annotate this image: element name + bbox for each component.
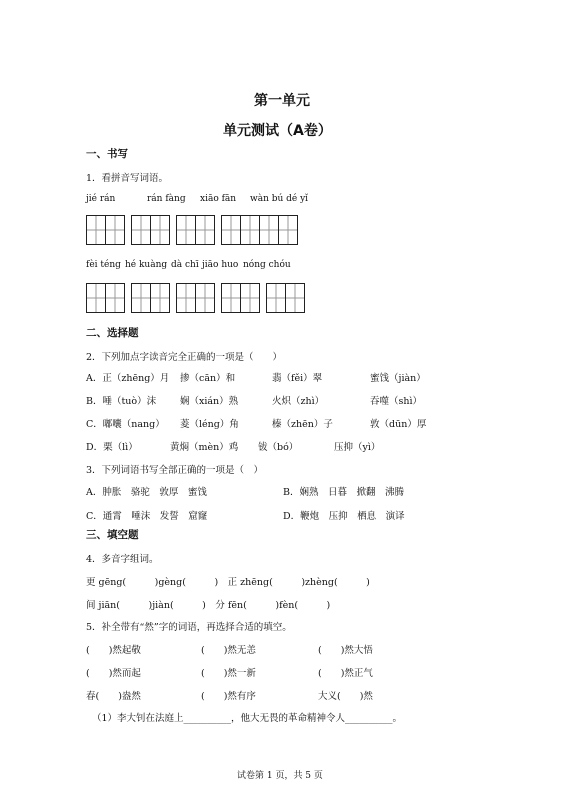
- writing-grid-row-2: [86, 283, 305, 313]
- q2-option-a-2: 掺（cān）和: [180, 373, 236, 384]
- q3-option-b: B．娴熟 日暮 掀翻 沸腾: [283, 487, 404, 498]
- answer-box[interactable]: [176, 215, 215, 245]
- answer-box[interactable]: [86, 283, 125, 313]
- section-heading-writing: 一、书写: [86, 148, 128, 160]
- q5-subquestion-1: （1）李大钊在法庭上__________，他大无畏的革命精神令人__________。: [92, 713, 403, 724]
- q2-option-a-1: A．正（zhēng）月: [86, 373, 170, 384]
- q5-item: 大义( )然: [318, 691, 373, 702]
- pinyin-8: jiāo huo: [202, 260, 239, 270]
- q5-item: ( )然一新: [201, 668, 256, 679]
- q4-line-2: 间 jiān( )jiàn( ) 分 fēn( )fèn( ): [86, 600, 331, 611]
- q5-item: ( )然无恙: [201, 645, 256, 656]
- q2-option-a-3: 翡（fěi）翠: [272, 373, 323, 384]
- q2-option-b-3: 火炽（zhì）: [272, 396, 325, 407]
- answer-box[interactable]: [176, 283, 215, 313]
- pinyin-1: jié rán: [86, 194, 116, 204]
- section-heading-fill: 三、填空题: [86, 529, 139, 541]
- section-heading-choice: 二、选择题: [86, 327, 139, 339]
- q2-option-c-1: C．嘟囔（nang）: [86, 419, 165, 430]
- unit-title: 第一单元: [254, 93, 310, 109]
- answer-box[interactable]: [131, 215, 170, 245]
- q2-option-b-1: B．唾（tuò）沫: [86, 396, 157, 407]
- pinyin-4: wàn bú dé yǐ: [250, 194, 309, 204]
- answer-box[interactable]: [131, 283, 170, 313]
- pinyin-3: xiāo fān: [200, 194, 237, 204]
- question-3: 3．下列词语书写全部正确的一项是（ ）: [86, 465, 264, 476]
- q5-item: ( )然起敬: [86, 645, 141, 656]
- q4-line-1: 更 gēng( )gèng( ) 正 zhēng( )zhèng( ): [86, 577, 370, 588]
- q2-option-d-1: D．栗（lì）: [86, 442, 138, 453]
- q2-option-c-4: 敦（dūn）厚: [370, 419, 427, 430]
- q5-item: 春( )盎然: [86, 691, 141, 702]
- q3-option-c: C．通霄 唾沫 发誓 窟窿: [86, 511, 208, 522]
- pinyin-9: nóng chóu: [243, 260, 291, 270]
- answer-box[interactable]: [221, 283, 260, 313]
- q5-item: ( )然而起: [86, 668, 141, 679]
- question-2: 2．下列加点字读音完全正确的一项是（ ）: [86, 352, 283, 363]
- q3-option-a: A．肿胀 骆驼 敦厚 蜜饯: [86, 487, 207, 498]
- pinyin-7: dà chī: [171, 260, 199, 270]
- q2-option-c-3: 榛（zhēn）子: [272, 419, 333, 430]
- writing-grid-row-1: [86, 215, 298, 245]
- q2-option-b-4: 吞噬（shì）: [370, 396, 423, 407]
- q2-option-d-4: 压抑（yì）: [334, 442, 381, 453]
- pinyin-5: fèi téng: [86, 260, 121, 270]
- answer-box[interactable]: [266, 283, 305, 313]
- answer-box[interactable]: [221, 215, 298, 245]
- pinyin-6: hé kuàng: [125, 260, 168, 270]
- q5-item: ( )然有序: [201, 691, 256, 702]
- q2-option-b-2: 娴（xián）熟: [180, 396, 239, 407]
- q5-item: ( )然大悟: [318, 645, 373, 656]
- page-footer: 试卷第 1 页，共 5 页: [237, 771, 323, 781]
- q2-option-c-2: 菱（léng）角: [180, 419, 239, 430]
- q2-option-d-2: 黄焖（mèn）鸡: [170, 442, 239, 453]
- question-5: 5．补全带有“然”字的词语，再选择合适的填空。: [86, 622, 292, 633]
- q2-option-d-3: 钹（bó）: [258, 442, 299, 453]
- test-title: 单元测试（A卷）: [223, 123, 332, 139]
- pinyin-2: rán fàng: [147, 194, 186, 204]
- q2-option-a-4: 蜜饯（jiàn）: [370, 373, 426, 384]
- answer-box[interactable]: [86, 215, 125, 245]
- q3-option-d: D．鞭炮 压抑 栖息 演译: [283, 511, 405, 522]
- q5-item: ( )然正气: [318, 668, 373, 679]
- question-1: 1．看拼音写词语。: [86, 173, 169, 184]
- question-4: 4．多音字组词。: [86, 554, 159, 565]
